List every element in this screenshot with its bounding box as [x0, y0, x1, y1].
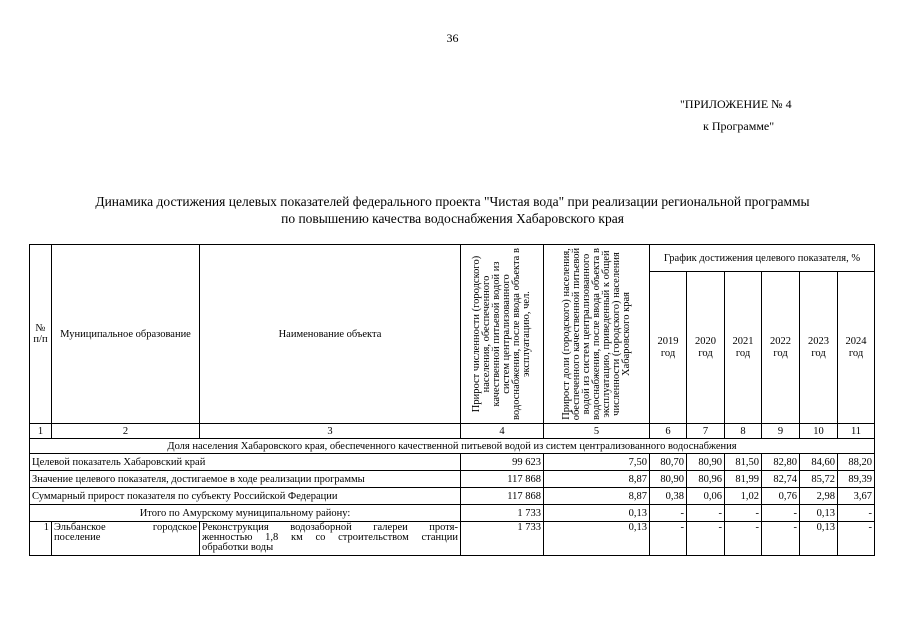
document-title-line2: по повышению качества водоснабжения Хабаровского края — [281, 211, 624, 226]
cell-share: 0,13 — [544, 505, 650, 522]
header-object: Наименование объекта — [200, 245, 461, 424]
section-title: Доля населения Хабаровского края, обеспеченного качественной питьевой водой из систем централизованного водоснабжения — [30, 439, 875, 454]
cell-population: 99 623 — [461, 454, 544, 471]
cell-2023: 84,60 — [800, 454, 838, 471]
cell-2023: 0,13 — [800, 522, 838, 556]
row-label: Итого по Амурскому муниципальному району: — [30, 505, 461, 522]
cell-share: 7,50 — [544, 454, 650, 471]
header-share-growth-text: Прирост доли (городского) населения, обеспеченного качественной питьевой водой из систем централизованного водоснабжения, после ввода объекта в эксплуатацию, приведенный к общей численности (городского) населения Хабаровского края — [560, 247, 632, 421]
appendix-subtitle: к Программе" — [703, 119, 775, 133]
cell-population: 117 868 — [461, 488, 544, 505]
cell-population: 1 733 — [461, 522, 544, 556]
document-title-line1: Динамика достижения целевых показателей федерального проекта "Чистая вода" при реализации региональной программы — [95, 194, 810, 209]
indicators-table — [29, 244, 875, 556]
row-label: Целевой показатель Хабаровский край — [30, 454, 461, 471]
cell-share: 8,87 — [544, 471, 650, 488]
header-year-2022: 2022 год — [762, 272, 800, 424]
cell-2022: 82,80 — [762, 454, 800, 471]
header-year-2020: 2020 год — [687, 272, 725, 424]
cell-2020: 80,96 — [687, 471, 725, 488]
page-number: 36 — [446, 31, 459, 45]
cell-2024: - — [838, 505, 875, 522]
item-municipality-line1: Эльбанское городское — [54, 522, 197, 533]
cell-2021: 81,50 — [725, 454, 762, 471]
table-row-object — [30, 522, 875, 556]
cell-2019: 0,38 — [650, 488, 687, 505]
column-number: 4 — [461, 424, 544, 439]
cell-2021: 1,02 — [725, 488, 762, 505]
column-number: 6 — [650, 424, 687, 439]
cell-2019: - — [650, 522, 687, 556]
document-title — [0, 193, 905, 227]
item-object-line2: женностью 1,8 км со строительством станции — [202, 532, 458, 543]
cell-share: 8,87 — [544, 488, 650, 505]
table-row — [30, 505, 875, 522]
column-number: 1 — [30, 424, 52, 439]
cell-2021: 81,99 — [725, 471, 762, 488]
item-object — [200, 522, 461, 556]
column-number: 7 — [687, 424, 725, 439]
table-row — [30, 454, 875, 471]
header-population-growth — [461, 245, 544, 424]
table-row — [30, 471, 875, 488]
item-municipality-line2: поселение — [54, 532, 101, 543]
cell-2019: 80,90 — [650, 471, 687, 488]
cell-2019: 80,70 — [650, 454, 687, 471]
appendix-title: "ПРИЛОЖЕНИЕ № 4 — [680, 97, 792, 111]
item-municipality — [52, 522, 200, 556]
cell-2022: - — [762, 522, 800, 556]
cell-2021: - — [725, 505, 762, 522]
row-label: Значение целевого показателя, достигаемое в ходе реализации программы — [30, 471, 461, 488]
cell-2020: 80,90 — [687, 454, 725, 471]
cell-2020: 0,06 — [687, 488, 725, 505]
header-year-2019: 2019 год — [650, 272, 687, 424]
column-number: 3 — [200, 424, 461, 439]
header-year-2021: 2021 год — [725, 272, 762, 424]
column-number: 8 — [725, 424, 762, 439]
cell-2022: 82,74 — [762, 471, 800, 488]
cell-2024: 88,20 — [838, 454, 875, 471]
table-row — [30, 488, 875, 505]
cell-share: 0,13 — [544, 522, 650, 556]
cell-2024: 89,39 — [838, 471, 875, 488]
item-object-line3: обработки воды — [202, 542, 274, 553]
cell-population: 1 733 — [461, 505, 544, 522]
cell-2023: 85,72 — [800, 471, 838, 488]
cell-population: 117 868 — [461, 471, 544, 488]
item-num: 1 — [30, 522, 52, 556]
cell-2022: - — [762, 505, 800, 522]
header-num: № п/п — [30, 245, 52, 424]
header-share-growth — [544, 245, 650, 424]
header-municipality: Муниципальное образование — [52, 245, 200, 424]
cell-2022: 0,76 — [762, 488, 800, 505]
column-number: 5 — [544, 424, 650, 439]
header-year-2024: 2024 год — [838, 272, 875, 424]
cell-2023: 0,13 — [800, 505, 838, 522]
header-schedule: График достижения целевого показателя, % — [650, 245, 875, 272]
row-label: Суммарный прирост показателя по субъекту Российской Федерации — [30, 488, 461, 505]
cell-2021: - — [725, 522, 762, 556]
cell-2020: - — [687, 522, 725, 556]
cell-2020: - — [687, 505, 725, 522]
column-number: 2 — [52, 424, 200, 439]
header-year-2023: 2023 год — [800, 272, 838, 424]
column-number: 11 — [838, 424, 875, 439]
cell-2024: - — [838, 522, 875, 556]
cell-2023: 2,98 — [800, 488, 838, 505]
header-population-growth-text: Прирост численности (городского) населения, обеспеченного качественной питьевой водой из систем централизованного водоснабжения, после ввода объекта в эксплуатацию, чел. — [471, 248, 532, 420]
column-number: 9 — [762, 424, 800, 439]
item-object-line1: Реконструкция водозаборной галереи протя- — [202, 522, 458, 533]
column-number: 10 — [800, 424, 838, 439]
cell-2019: - — [650, 505, 687, 522]
cell-2024: 3,67 — [838, 488, 875, 505]
